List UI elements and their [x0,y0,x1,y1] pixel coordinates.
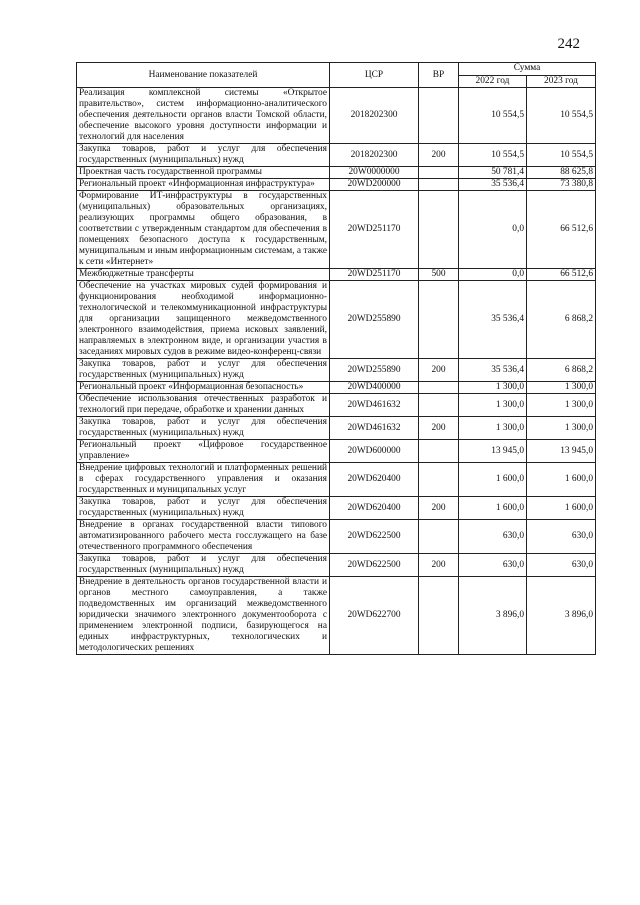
header-csr: ЦСР [330,63,419,88]
row-2022-cell: 10 554,5 [459,144,527,167]
table-row [77,167,596,179]
row-2023-cell: 66 512,6 [527,269,596,281]
budget-table [76,62,596,655]
row-vr-cell [419,382,459,394]
row-2023-cell: 3 896,0 [527,577,596,655]
row-vr-cell [419,520,459,554]
table-row [77,359,596,382]
row-name-cell: Внедрение в органах государственной власти типового автоматизированного рабочего места госслужащего на базе отечественного программного обеспечения [77,520,330,554]
row-csr-cell: 20WD461632 [330,417,419,440]
row-2023-cell: 13 945,0 [527,440,596,463]
row-csr-cell: 2018202300 [330,88,419,144]
row-2022-cell: 35 536,4 [459,179,527,191]
row-name-cell: Проектная часть государственной программы [77,167,330,179]
row-csr-cell: 20WD622700 [330,577,419,655]
row-csr-cell: 20WD255890 [330,281,419,359]
table-row [77,577,596,655]
header-vr: ВР [419,63,459,88]
row-2022-cell: 1 300,0 [459,394,527,417]
table-row [77,144,596,167]
row-vr-cell: 200 [419,417,459,440]
row-name-cell: Закупка товаров, работ и услуг для обеспечения государственных (муниципальных) нужд [77,417,330,440]
row-csr-cell: 2018202300 [330,144,419,167]
row-csr-cell: 20WD251170 [330,191,419,269]
row-2022-cell: 10 554,5 [459,88,527,144]
row-name-cell: Закупка товаров, работ и услуг для обеспечения государственных (муниципальных) нужд [77,359,330,382]
row-name-cell: Внедрение цифровых технологий и платформенных решений в сферах государственного управления и оказания государственных и муниципальных услуг [77,463,330,497]
table-row [77,281,596,359]
row-name-cell: Реализация комплексной системы «Открытое правительство», систем информационно-аналитического обеспечения деятельности органов власти Томской области, обеспечение высокого уровня доступности информации и технологий для населения [77,88,330,144]
row-2023-cell: 10 554,5 [527,88,596,144]
row-vr-cell [419,179,459,191]
row-vr-cell: 200 [419,359,459,382]
row-csr-cell: 20WD400000 [330,382,419,394]
row-vr-cell: 200 [419,497,459,520]
row-2022-cell: 1 600,0 [459,463,527,497]
row-2023-cell: 630,0 [527,554,596,577]
row-2022-cell: 35 536,4 [459,281,527,359]
row-2023-cell: 10 554,5 [527,144,596,167]
page-number: 242 [557,36,580,52]
row-csr-cell: 20WD200000 [330,179,419,191]
row-name-cell: Межбюджетные трансферты [77,269,330,281]
row-name-cell: Обеспечение на участках мировых судей формирования и функционирования необходимой информационно-технологической и телекоммуникационной инфраструктуры для организации защищенного межведомственного электронного взаимодействия, приема исковых заявлений, направляемых в электронном виде, и организации участия в заседаниях мировых судов в режиме видео-конференц-связи [77,281,330,359]
table-row [77,269,596,281]
row-2022-cell: 50 781,4 [459,167,527,179]
row-name-cell: Региональный проект «Информационная инфраструктура» [77,179,330,191]
row-vr-cell [419,440,459,463]
row-2022-cell: 1 600,0 [459,497,527,520]
row-name-cell: Региональный проект «Цифровое государственное управление» [77,440,330,463]
row-2023-cell: 66 512,6 [527,191,596,269]
row-vr-cell [419,191,459,269]
table-row [77,394,596,417]
header-year-2022: 2022 год [459,75,527,88]
row-csr-cell: 20WD620400 [330,497,419,520]
row-csr-cell: 20WD251170 [330,269,419,281]
row-csr-cell: 20WD255890 [330,359,419,382]
row-csr-cell: 20W0000000 [330,167,419,179]
row-vr-cell [419,394,459,417]
row-2022-cell: 3 896,0 [459,577,527,655]
row-2023-cell: 1 600,0 [527,463,596,497]
row-vr-cell [419,577,459,655]
row-name-cell: Закупка товаров, работ и услуг для обеспечения государственных (муниципальных) нужд [77,144,330,167]
table-row [77,191,596,269]
row-name-cell: Закупка товаров, работ и услуг для обеспечения государственных (муниципальных) нужд [77,554,330,577]
row-vr-cell [419,281,459,359]
row-csr-cell: 20WD600000 [330,440,419,463]
row-2022-cell: 1 300,0 [459,417,527,440]
table-header [77,63,596,88]
row-name-cell: Региональный проект «Информационная безопасность» [77,382,330,394]
row-name-cell: Закупка товаров, работ и услуг для обеспечения государственных (муниципальных) нужд [77,497,330,520]
row-2022-cell: 630,0 [459,520,527,554]
table-row [77,417,596,440]
row-2022-cell: 13 945,0 [459,440,527,463]
row-name-cell: Обеспечение использования отечественных разработок и технологий при передаче, обработке и хранении данных [77,394,330,417]
row-2023-cell: 6 868,2 [527,281,596,359]
row-vr-cell: 200 [419,144,459,167]
table-row [77,179,596,191]
row-vr-cell [419,463,459,497]
row-csr-cell: 20WD622500 [330,554,419,577]
row-vr-cell [419,88,459,144]
header-year-2023: 2023 год [527,75,596,88]
row-2022-cell: 35 536,4 [459,359,527,382]
row-vr-cell [419,167,459,179]
row-2022-cell: 630,0 [459,554,527,577]
row-csr-cell: 20WD622500 [330,520,419,554]
row-vr-cell: 200 [419,554,459,577]
table-row [77,382,596,394]
row-2023-cell: 630,0 [527,520,596,554]
row-2022-cell: 1 300,0 [459,382,527,394]
table-row [77,463,596,497]
header-name: Наименование показателей [77,63,330,88]
row-2023-cell: 1 300,0 [527,394,596,417]
header-sum: Сумма [459,63,596,76]
table-row [77,554,596,577]
row-2023-cell: 73 380,8 [527,179,596,191]
row-2023-cell: 88 625,8 [527,167,596,179]
row-csr-cell: 20WD461632 [330,394,419,417]
table-row [77,520,596,554]
row-2023-cell: 1 300,0 [527,382,596,394]
row-2023-cell: 1 600,0 [527,497,596,520]
row-name-cell: Внедрение в деятельность органов государственной власти и органов местного самоуправления, а также подведомственных им организаций межведомственного юридически значимого электронного документооборота с применением электронной подписи, базирующегося на единых инфраструктурных, технологических и методологических решениях [77,577,330,655]
table-row [77,497,596,520]
row-2023-cell: 6 868,2 [527,359,596,382]
table-row [77,440,596,463]
row-2022-cell: 0,0 [459,191,527,269]
table-body [77,88,596,655]
row-vr-cell: 500 [419,269,459,281]
row-2022-cell: 0,0 [459,269,527,281]
table-row [77,88,596,144]
row-csr-cell: 20WD620400 [330,463,419,497]
row-name-cell: Формирование ИТ-инфраструктуры в государственных (муниципальных) образовательных организациях, реализующих программы общего образования, в соответствии с утвержденным стандартом для обеспечения в помещениях безопасного доступа к государственным, муниципальным и иным информационным системам, а также к сети «Интернет» [77,191,330,269]
row-2023-cell: 1 300,0 [527,417,596,440]
